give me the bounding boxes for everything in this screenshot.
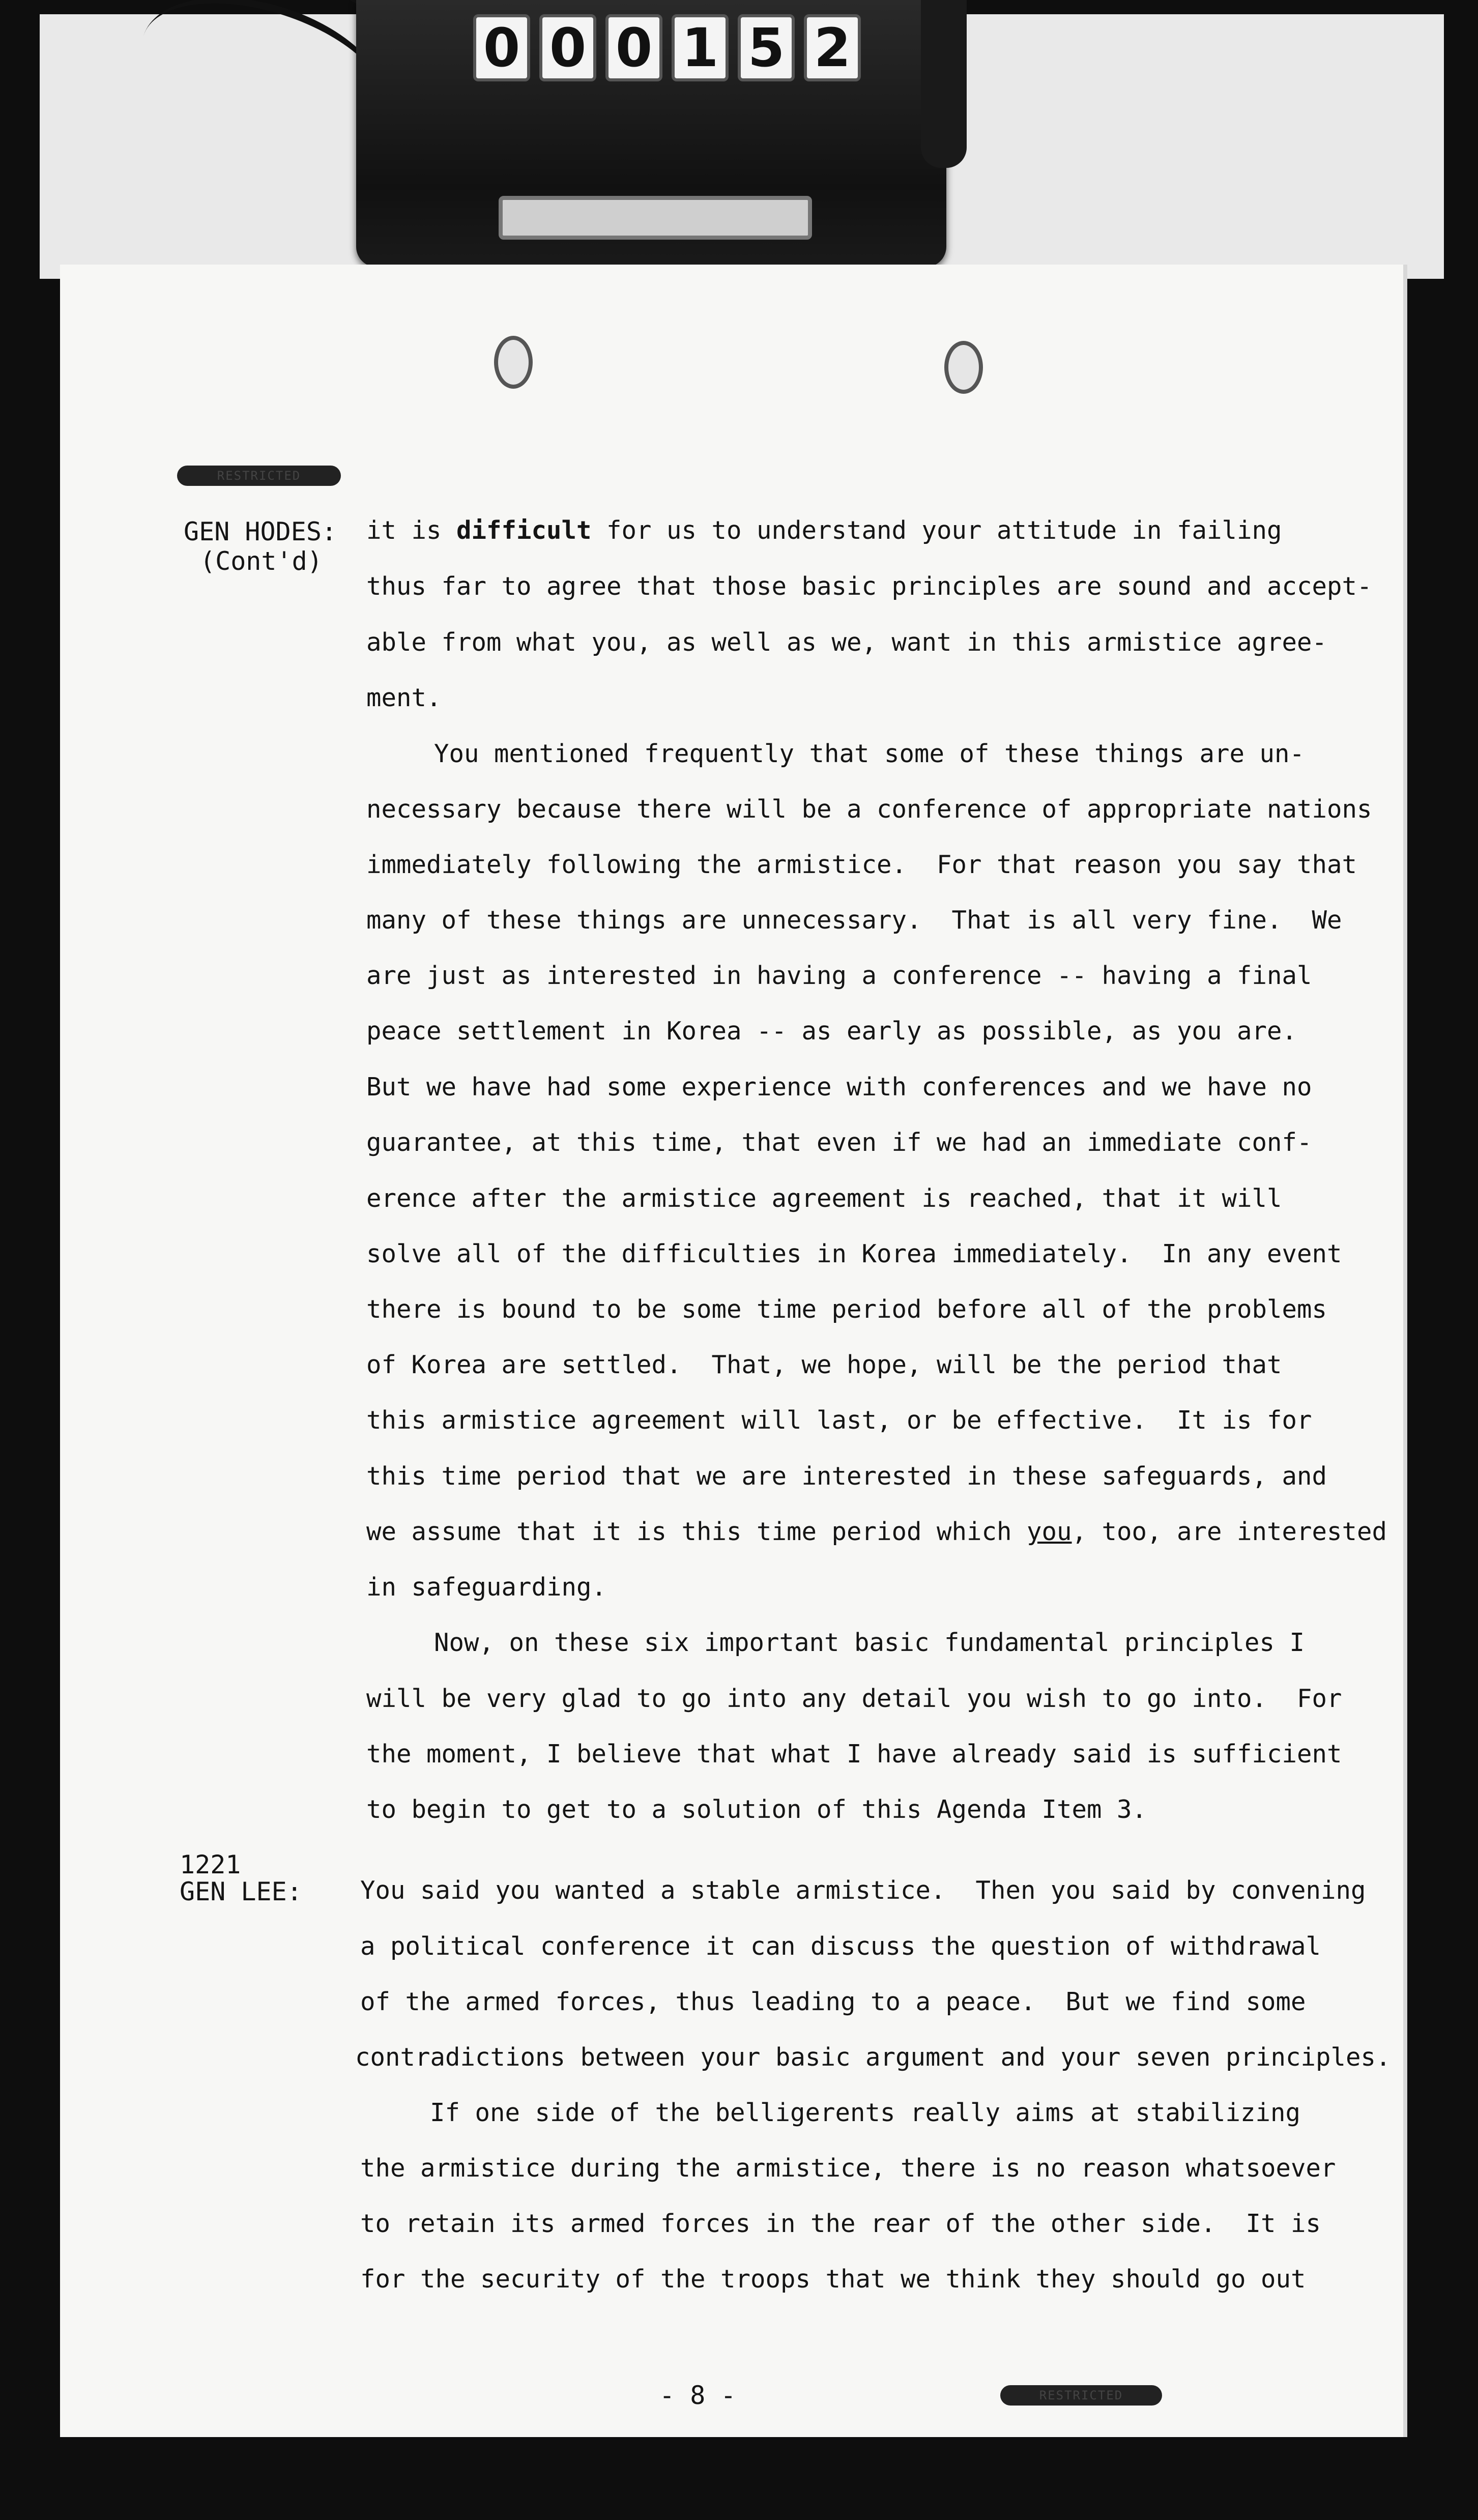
speaker-name-hodes: GEN HODES: <box>184 517 337 546</box>
text-line <box>366 1517 1387 1547</box>
text-span: for us to understand your attitude in failing <box>591 516 1282 545</box>
text-line: Now, on these six important basic fundamental principles I <box>434 1628 1305 1657</box>
speaker-time-lee: 1221 <box>180 1850 241 1879</box>
text-line: But we have had some experience with conferences and we have no <box>366 1073 1312 1102</box>
text-line: ment. <box>366 683 442 712</box>
speaker-cont-label: (Cont'd) <box>200 546 323 576</box>
frame-counter-digit: 0 <box>605 14 662 81</box>
text-line: able from what you, as well as we, want in this armistice agree- <box>366 628 1327 657</box>
text-line: for the security of the troops that we think they should go out <box>360 2265 1306 2294</box>
classification-stamp-bottom: RESTRICTED <box>1000 2385 1162 2406</box>
text-line: of the armed forces, thus leading to a peace. But we find some <box>360 1987 1306 2016</box>
text-line: immediately following the armistice. For that reason you say that <box>366 850 1357 879</box>
text-line: contradictions between your basic argument and your seven principles. <box>355 2043 1391 2072</box>
text-line: will be very glad to go into any detail you wish to go into. For <box>366 1684 1342 1713</box>
counter-knob <box>921 0 967 168</box>
text-line: solve all of the difficulties in Korea immediately. In any event <box>366 1239 1342 1268</box>
frame-counter-digit: 1 <box>672 14 729 81</box>
frame-counter-digits <box>473 14 861 79</box>
text-line: thus far to agree that those basic principles are sound and accept- <box>366 572 1372 601</box>
text-line: in safeguarding. <box>366 1573 607 1602</box>
text-line: necessary because there will be a conference of appropriate nations <box>366 795 1372 824</box>
text-line: erence after the armistice agreement is reached, that it will <box>366 1184 1282 1213</box>
text-line: of Korea are settled. That, we hope, will be the period that <box>366 1350 1282 1379</box>
text-line: peace settlement in Korea -- as early as possible, as you are. <box>366 1017 1297 1046</box>
text-line: to begin to get to a solution of this Agenda Item 3. <box>366 1795 1147 1824</box>
text-span: , too, are interested <box>1071 1517 1387 1546</box>
punch-hole-left <box>494 336 533 389</box>
text-span-bold: difficult <box>456 516 592 545</box>
text-line: If one side of the belligerents really aims at stabilizing <box>430 2098 1301 2127</box>
text-span-underlined: you <box>1027 1517 1072 1546</box>
text-span: we assume that it is this time period which <box>366 1517 1027 1546</box>
text-line: the moment, I believe that what I have already said is sufficient <box>366 1740 1342 1769</box>
text-line: the armistice during the armistice, there is no reason whatsoever <box>360 2154 1336 2183</box>
frame-counter-digit: 2 <box>804 14 861 81</box>
document-page <box>60 265 1403 2437</box>
text-line: are just as interested in having a conference -- having a final <box>366 961 1312 990</box>
text-line: to retain its armed forces in the rear of the other side. It is <box>360 2209 1321 2238</box>
classification-stamp-top: RESTRICTED <box>177 466 341 486</box>
text-line <box>366 515 1282 546</box>
text-line: You said you wanted a stable armistice. Then you said by convening <box>360 1876 1366 1905</box>
text-line: many of these things are unnecessary. That is all very fine. We <box>366 906 1342 935</box>
frame-counter-digit: 5 <box>738 14 795 81</box>
page-number: - 8 - <box>659 2381 736 2410</box>
text-line: this time period that we are interested in these safeguards, and <box>366 1462 1327 1491</box>
frame-counter-digit: 0 <box>473 14 530 81</box>
punch-hole-right <box>944 341 983 394</box>
text-line: there is bound to be some time period before all of the problems <box>366 1295 1327 1324</box>
counter-plate <box>499 196 812 240</box>
text-line: a political conference it can discuss the question of withdrawal <box>360 1932 1321 1961</box>
frame-counter <box>356 0 946 267</box>
speaker-name-lee: GEN LEE: <box>180 1877 302 1906</box>
text-line: guarantee, at this time, that even if we had an immediate conf- <box>366 1128 1312 1157</box>
text-line: You mentioned frequently that some of these things are un- <box>434 739 1305 768</box>
frame-counter-digit: 0 <box>539 14 596 81</box>
text-span: it is <box>366 516 457 545</box>
text-line: this armistice agreement will last, or be effective. It is for <box>366 1406 1312 1435</box>
